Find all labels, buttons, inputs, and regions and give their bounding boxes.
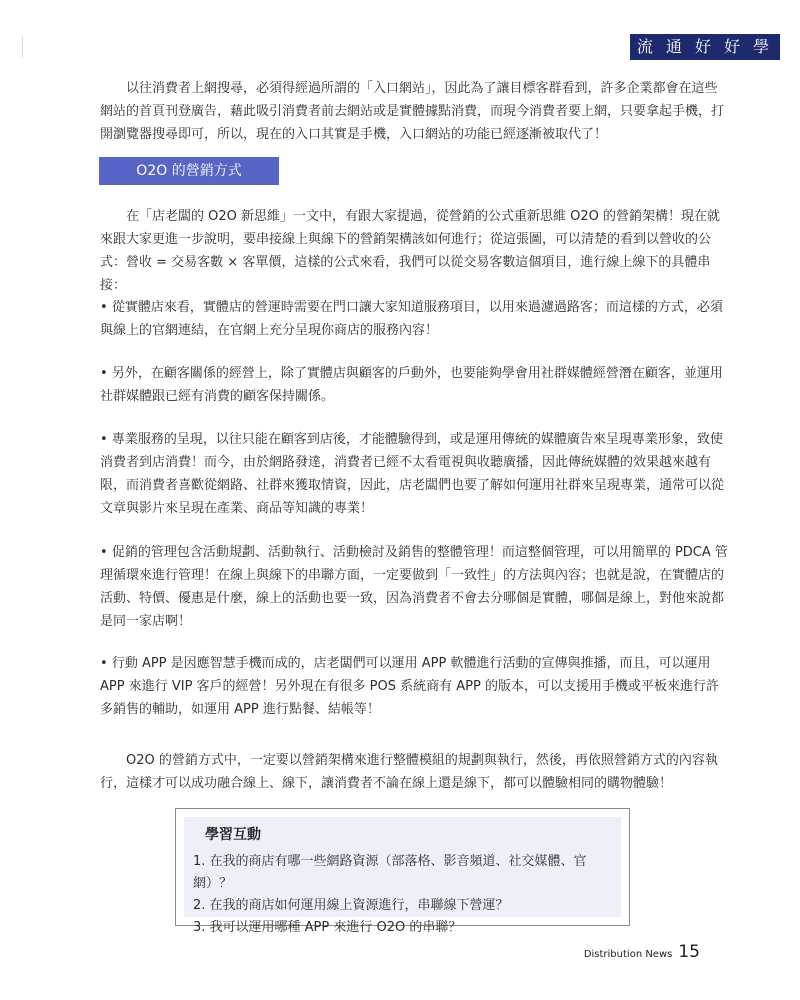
- bullet-item: [100, 541, 728, 633]
- question-item: 1. 在我的商店有哪一些網路資源（部落格、影音頻道、社交媒體、官網）？: [193, 854, 587, 891]
- learning-interaction-panel: [184, 817, 621, 935]
- bullet-text: 從實體店來看，實體店的營運時需要在門口讓大家知道服務項目，以用來過濾過路客；而這樣的方式，必須與線上的官網連結，在官網上充分呈現你商店的服務內容！: [100, 300, 723, 338]
- page-footer: [560, 942, 700, 962]
- page-number: 15: [678, 942, 700, 962]
- question-list: [193, 851, 621, 939]
- bullet-icon: •: [100, 656, 108, 671]
- bullet-icon: •: [100, 300, 108, 315]
- o2o-intro-paragraph: 在「店老闆的 O2O 新思維」一文中，有跟大家提過，從營銷的公式重新思維 O2O 的營銷架構！現在就來跟大家更進一步說明，要串接線上與線下的營銷架構該如何進行；從這張圖，可以清楚的看到以營收的公式：營收 = 交易客數 × 客單價，這樣的公式來看，我們可以從交易客數這個項目，進行線上線下的具體串接：: [100, 209, 721, 293]
- bullet-item: [100, 652, 728, 721]
- bullet-item: [100, 296, 728, 342]
- bullet-icon: •: [100, 545, 108, 560]
- question-item: 2. 在我的商店如何運用線上資源進行，串聯線下營運？: [193, 898, 509, 913]
- question-item: 3. 我可以運用哪種 APP 來進行 O2O 的串聯？: [193, 920, 462, 935]
- conclusion-paragraph: O2O 的營銷方式中，一定要以營銷架構來進行整體模組的規劃與執行，然後，再依照營銷方式的內容執行，這樣才可以成功融合線上、線下，讓消費者不論在線上還是線下，都可以體驗相同的購物體驗！: [100, 753, 718, 791]
- intro-paragraph: 以往消費者上網搜尋，必須得經過所謂的「入口網站」，因此為了讓目標客群看到，許多企業都會在這些網站的首頁刊登廣告，藉此吸引消費者前去網站或是實體據點消費，而現今消費者要上網，只要拿起手機，打開瀏覽器搜尋即可，所以，現在的入口其實是手機，入口網站的功能已經逐漸被取代了！: [100, 81, 725, 142]
- learning-interaction-box: [175, 808, 630, 935]
- bullet-text: 行動 APP 是因應智慧手機而成的，店老闆們可以運用 APP 軟體進行活動的宣傳與推播，而且，可以運用 APP 來進行 VIP 客戶的經營！另外現在有很多 POS 系統商有 APP 的版本，可以支援用手機或平板來進行許多銷售的輔助，如運用 APP 進行點餐、結帳等！: [100, 656, 719, 717]
- bullet-text: 促銷的管理包含活動規劃、活動執行、活動檢討及銷售的整體管理！而這整個管理，可以用簡單的 PDCA 管理循環來進行管理！在線上與線下的串聯方面，一定要做到「一致性」的方法與內容；也就是說，在實體店的活動、特價、優惠是什麼，線上的活動也要一致，因為消費者不會去分哪個是實體，哪個是線上，對他來說都是同一家店啊！: [100, 545, 728, 629]
- learning-title: 學習互動: [205, 827, 261, 843]
- bullet-item: [100, 362, 728, 408]
- page-edge-mark: [22, 36, 23, 58]
- bullet-text: 專業服務的呈現，以往只能在顧客到店後，才能體驗得到，或是運用傳統的媒體廣告來呈現專業形象，致使消費者到店消費！而今，由於網路發達，消費者已經不太看電視與收聽廣播，因此傳統媒體的效果越來越有限，而消費者喜歡從網路、社群來獲取情資，因此，店老闆們也要了解如何運用社群來呈現專業，通常可以從文章與影片來呈現在產業、商品等知識的專業！: [100, 432, 725, 516]
- bullet-text: 另外，在顧客關係的經營上，除了實體店與顧客的戶動外，也要能夠學會用社群媒體經營潛在顧客，並運用社群媒體跟已經有消費的顧客保持關係。: [100, 366, 723, 404]
- bullet-icon: •: [100, 366, 108, 381]
- bullet-icon: •: [100, 432, 108, 447]
- bullet-item: [100, 428, 728, 520]
- section-heading: O2O 的營銷方式: [99, 157, 279, 185]
- publication-name: Distribution News: [583, 949, 673, 960]
- section-tag: 流 通 好 好 學: [630, 34, 780, 60]
